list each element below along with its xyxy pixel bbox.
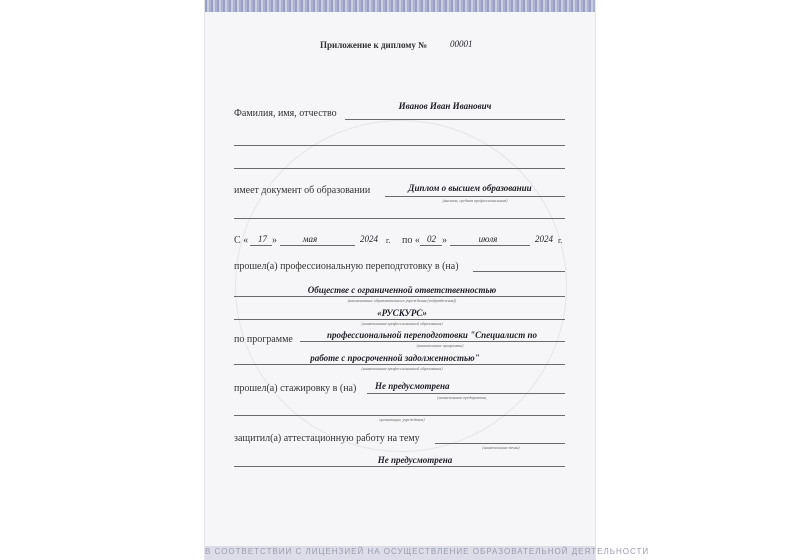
fio-value: Иванов Иван Иванович bbox=[398, 101, 492, 111]
program-hint1: (наименование программы) bbox=[416, 343, 464, 348]
appendix-title: Приложение к диплому № bbox=[320, 40, 428, 50]
thesis-line bbox=[435, 443, 565, 444]
program-line1-underline bbox=[300, 341, 565, 342]
retraining-org-line1-underline bbox=[234, 296, 565, 297]
from-day-close: » bbox=[272, 235, 277, 246]
internship-line2 bbox=[234, 415, 565, 416]
retraining-hint1: (наименование образовательного учреждения (подразделения)) bbox=[347, 298, 457, 303]
document-hint: (высшем, среднем профессиональном) bbox=[442, 198, 508, 203]
from-year-suffix: г. bbox=[386, 236, 391, 245]
retraining-label: прошел(а) профессиональную переподготовку в (на) bbox=[234, 261, 459, 272]
from-year: 2024 bbox=[360, 234, 378, 244]
to-year: 2024 bbox=[535, 234, 553, 244]
document-value: Диплом о высшем образовании bbox=[408, 183, 532, 193]
bottom-security-band bbox=[205, 546, 650, 560]
document-line bbox=[385, 196, 565, 197]
from-month-line bbox=[280, 245, 355, 246]
program-hint2: (наименование профессиональной образования) bbox=[361, 366, 443, 371]
from-prefix: С « bbox=[234, 235, 249, 246]
diploma-number: 00001 bbox=[450, 39, 473, 49]
thesis-label: защитил(а) аттестационную работу на тему bbox=[234, 433, 420, 444]
footer-microtext: В СООТВЕТСТВИИ С ЛИЦЕНЗИЕЙ НА ОСУЩЕСТВЛЕНИЕ ОБРАЗОВАТЕЛЬНОЙ ДЕЯТЕЛЬНОСТИ bbox=[205, 547, 650, 556]
program-label: по программе bbox=[234, 334, 293, 345]
from-day: 17 bbox=[258, 234, 267, 244]
diploma-appendix-sheet bbox=[205, 0, 650, 560]
to-day: 02 bbox=[427, 234, 436, 244]
blank-line-1 bbox=[234, 145, 565, 146]
blank-line-2 bbox=[234, 168, 565, 169]
fio-line bbox=[345, 119, 565, 120]
from-month: мая bbox=[302, 234, 318, 244]
internship-value: Не предусмотрена bbox=[375, 381, 450, 391]
to-day-close: » bbox=[442, 235, 447, 246]
internship-label: прошел(а) стажировку в (на) bbox=[234, 383, 357, 394]
document-label: имеет документ об образовании bbox=[234, 185, 371, 196]
program-line2: работе с просроченной задолженностью" bbox=[310, 353, 480, 363]
to-day-line bbox=[420, 245, 442, 246]
fio-label: Фамилия, имя, отчество bbox=[234, 108, 337, 119]
internship-hint2: организации, учреждения) bbox=[379, 417, 425, 422]
retraining-line bbox=[473, 271, 565, 272]
thesis-hint: (наименование темы) bbox=[482, 445, 520, 450]
to-prefix: по « bbox=[402, 235, 420, 246]
internship-hint1: (наименование предприятия, bbox=[437, 395, 487, 400]
internship-line bbox=[367, 393, 565, 394]
retraining-org-line2: «РУСКУРС» bbox=[377, 308, 427, 318]
retraining-org-line1: Обществе с ограниченной ответственностью bbox=[307, 285, 497, 295]
retraining-org-line2-underline bbox=[234, 319, 565, 320]
blank-line-3 bbox=[234, 218, 565, 219]
retraining-hint2: (наименование профессиональной образования) bbox=[361, 321, 443, 326]
program-line2-underline bbox=[234, 364, 565, 365]
top-security-band bbox=[205, 0, 595, 12]
to-month: июля bbox=[478, 234, 498, 244]
program-line1: профессиональной переподготовки "Специалист по bbox=[326, 330, 538, 340]
to-year-suffix: г. bbox=[558, 236, 563, 245]
to-month-line bbox=[450, 245, 530, 246]
from-day-line bbox=[250, 245, 272, 246]
thesis-value-line bbox=[234, 466, 565, 467]
thesis-value: Не предусмотрена bbox=[377, 455, 453, 465]
